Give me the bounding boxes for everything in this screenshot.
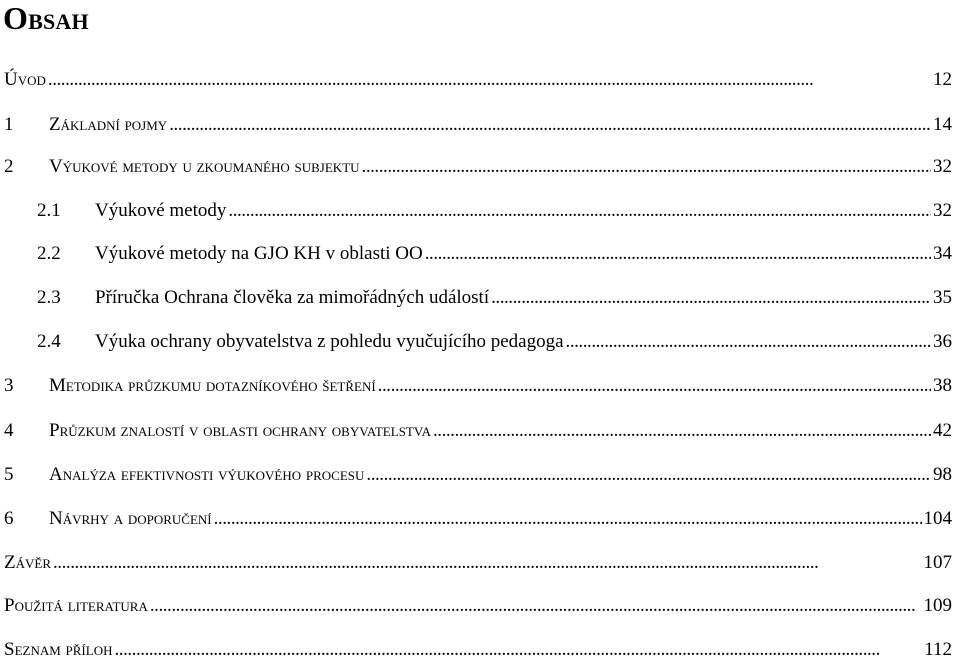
toc-entry-page: 42 [933, 420, 952, 441]
toc-entry-number: 1 [4, 114, 14, 135]
toc-entry-title: Seznam příloh [4, 639, 113, 660]
toc-entry-number: 2.3 [37, 287, 61, 308]
toc-entry-page: 109 [923, 595, 952, 616]
toc-dot-leader [169, 111, 931, 139]
toc-dot-leader [48, 66, 931, 94]
toc-entry-1[interactable] [0, 111, 952, 139]
toc-dot-leader [150, 592, 922, 620]
toc-entry-page: 32 [933, 200, 952, 221]
toc-entry-number: 5 [4, 464, 14, 485]
toc-entry-2-4[interactable] [0, 328, 952, 356]
toc-entry-page: 14 [933, 114, 952, 135]
toc-entry-5[interactable] [0, 461, 952, 489]
toc-entry-number: 3 [4, 375, 14, 396]
toc-entry-title: Analýza efektivnosti výukového procesu [49, 464, 365, 485]
toc-dot-leader [491, 284, 931, 312]
toc-entry-title: Základní pojmy [49, 114, 168, 135]
toc-entry-page: 35 [933, 287, 952, 308]
toc-entry-page: 98 [933, 464, 952, 485]
toc-entry-title: Metodika průzkumu dotazníkového šetření [49, 375, 376, 396]
toc-entry-zaver[interactable] [0, 549, 952, 577]
toc-dot-leader [433, 417, 931, 445]
toc-entry-2-1[interactable] [0, 197, 952, 225]
toc-entry-number: 6 [4, 508, 14, 529]
toc-entry-number: 2.1 [37, 200, 61, 221]
toc-entry-page: 104 [923, 508, 952, 529]
page-title: Obsah [3, 0, 89, 36]
toc-entry-title: Návrhy a doporučení [49, 508, 212, 529]
toc-dot-leader [378, 372, 931, 400]
toc-entry-title: Použitá literatura [4, 595, 148, 616]
toc-entry-2-3[interactable] [0, 284, 952, 312]
toc-dot-leader [114, 636, 922, 664]
toc-entry-title: Závěr [4, 552, 51, 573]
toc-dot-leader [362, 153, 931, 181]
toc-dot-leader [228, 197, 931, 225]
toc-entry-2-2[interactable] [0, 240, 952, 268]
toc-dot-leader [566, 328, 931, 356]
toc-dot-leader [425, 240, 931, 268]
toc-entry-3[interactable] [0, 372, 952, 400]
toc-entry-number: 2.2 [37, 243, 61, 264]
toc-entry-title: Úvod [4, 69, 46, 90]
toc-entry-4[interactable] [0, 417, 952, 445]
toc-entry-number: 2.4 [37, 331, 61, 352]
toc-entry-6[interactable] [0, 505, 952, 533]
toc-entry-title: Příručka Ochrana člověka za mimořádných událostí [95, 287, 490, 308]
toc-entry-page: 12 [933, 69, 952, 90]
toc-dot-leader [366, 461, 931, 489]
toc-entry-title: Výukové metody [95, 200, 227, 221]
toc-entry-number: 4 [4, 420, 14, 441]
toc-entry-prilohy[interactable] [0, 636, 952, 664]
toc-entry-page: 34 [933, 243, 952, 264]
toc-entry-title: Průzkum znalostí v oblasti ochrany obyvatelstva [49, 420, 431, 441]
toc-entry-2[interactable] [0, 153, 952, 181]
toc-dot-leader [214, 505, 922, 533]
toc-entry-title: Výukové metody na GJO KH v oblasti OO [95, 243, 423, 264]
toc-entry-number: 2 [4, 156, 14, 177]
toc-entry-page: 112 [924, 639, 952, 660]
toc-dot-leader [53, 549, 922, 577]
toc-entry-title: Výukové metody u zkoumaného subjektu [49, 156, 360, 177]
toc-entry-uvod[interactable] [0, 66, 952, 94]
toc-entry-page: 107 [923, 552, 952, 573]
toc-entry-title: Výuka ochrany obyvatelstva z pohledu vyučujícího pedagoga [95, 331, 564, 352]
toc-entry-page: 38 [933, 375, 952, 396]
toc-entry-page: 32 [933, 156, 952, 177]
toc-entry-page: 36 [933, 331, 952, 352]
toc-entry-literatura[interactable] [0, 592, 952, 620]
